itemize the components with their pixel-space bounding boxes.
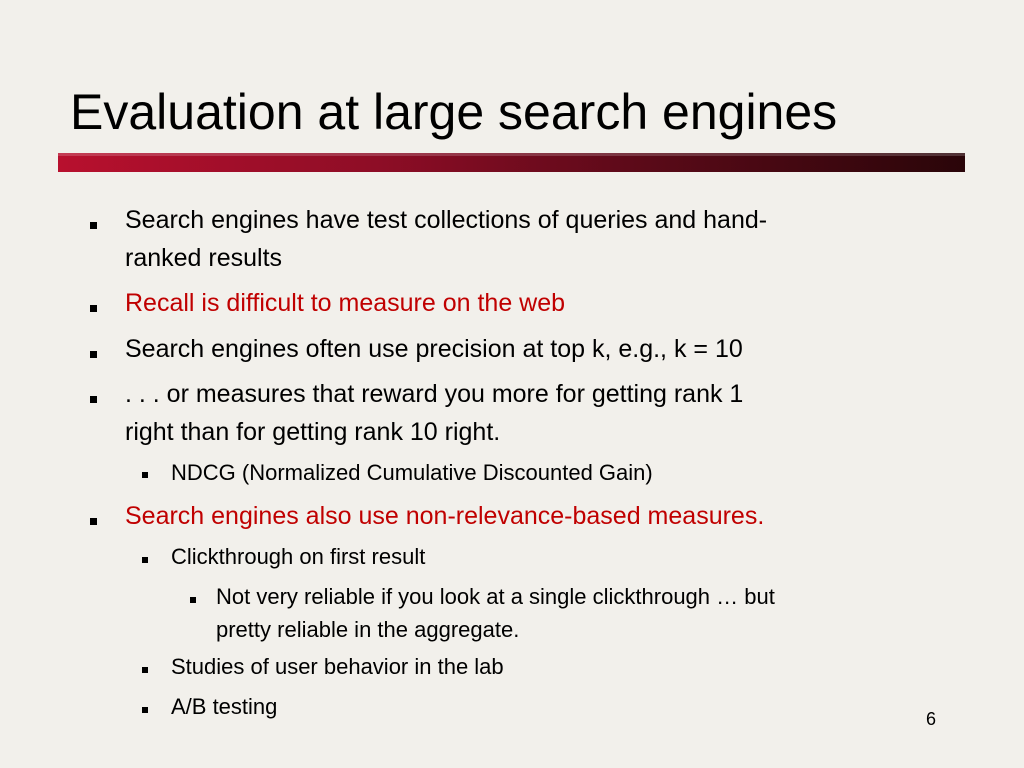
bullet-item-test-collections	[125, 201, 767, 277]
bullet-line: A/B testing	[171, 694, 278, 719]
bullet-line: Studies of user behavior in the lab	[171, 654, 504, 679]
bullet-line: pretty reliable in the aggregate.	[216, 617, 520, 642]
bullet-line: ranked results	[125, 244, 283, 272]
bullet-item-non-relevance	[125, 497, 764, 535]
bullet-item-reward-measures	[125, 375, 743, 451]
bullet-line: Recall is difficult to measure on the web	[125, 289, 566, 317]
bullet-line: Search engines often use precision at top k, e.g., k = 10	[125, 335, 743, 363]
sub-sub-bullet-reliability	[216, 580, 775, 646]
bullet-line: Search engines have test collections of queries and hand-	[125, 206, 768, 234]
square-bullet-icon	[90, 305, 97, 312]
sub-bullet-user-studies	[171, 650, 504, 683]
bullet-item-precision-at-k	[125, 330, 743, 368]
square-bullet-icon	[142, 707, 148, 713]
bullet-line: Clickthrough on first result	[171, 544, 426, 569]
bullet-line: NDCG (Normalized Cumulative Discounted Gain)	[171, 460, 653, 485]
bullet-item-recall	[125, 284, 565, 322]
sub-bullet-clickthrough	[171, 540, 425, 573]
sub-bullet-ndcg	[171, 456, 653, 489]
square-bullet-icon	[142, 472, 148, 478]
square-bullet-icon	[142, 667, 148, 673]
square-bullet-icon	[142, 557, 148, 563]
square-bullet-icon	[190, 597, 196, 603]
bullet-line: Search engines also use non-relevance-based measures.	[125, 502, 765, 530]
square-bullet-icon	[90, 396, 97, 403]
slide-title: Evaluation at large search engines	[70, 84, 838, 140]
bullet-line: . . . or measures that reward you more for getting rank 1	[125, 380, 744, 408]
bullet-line: right than for getting rank 10 right.	[125, 418, 501, 446]
square-bullet-icon	[90, 351, 97, 358]
sub-bullet-ab-testing	[171, 690, 277, 723]
bullet-line: Not very reliable if you look at a single clickthrough … but	[216, 584, 775, 609]
page-number: 6	[926, 709, 937, 729]
square-bullet-icon	[90, 222, 97, 229]
square-bullet-icon	[90, 518, 97, 525]
